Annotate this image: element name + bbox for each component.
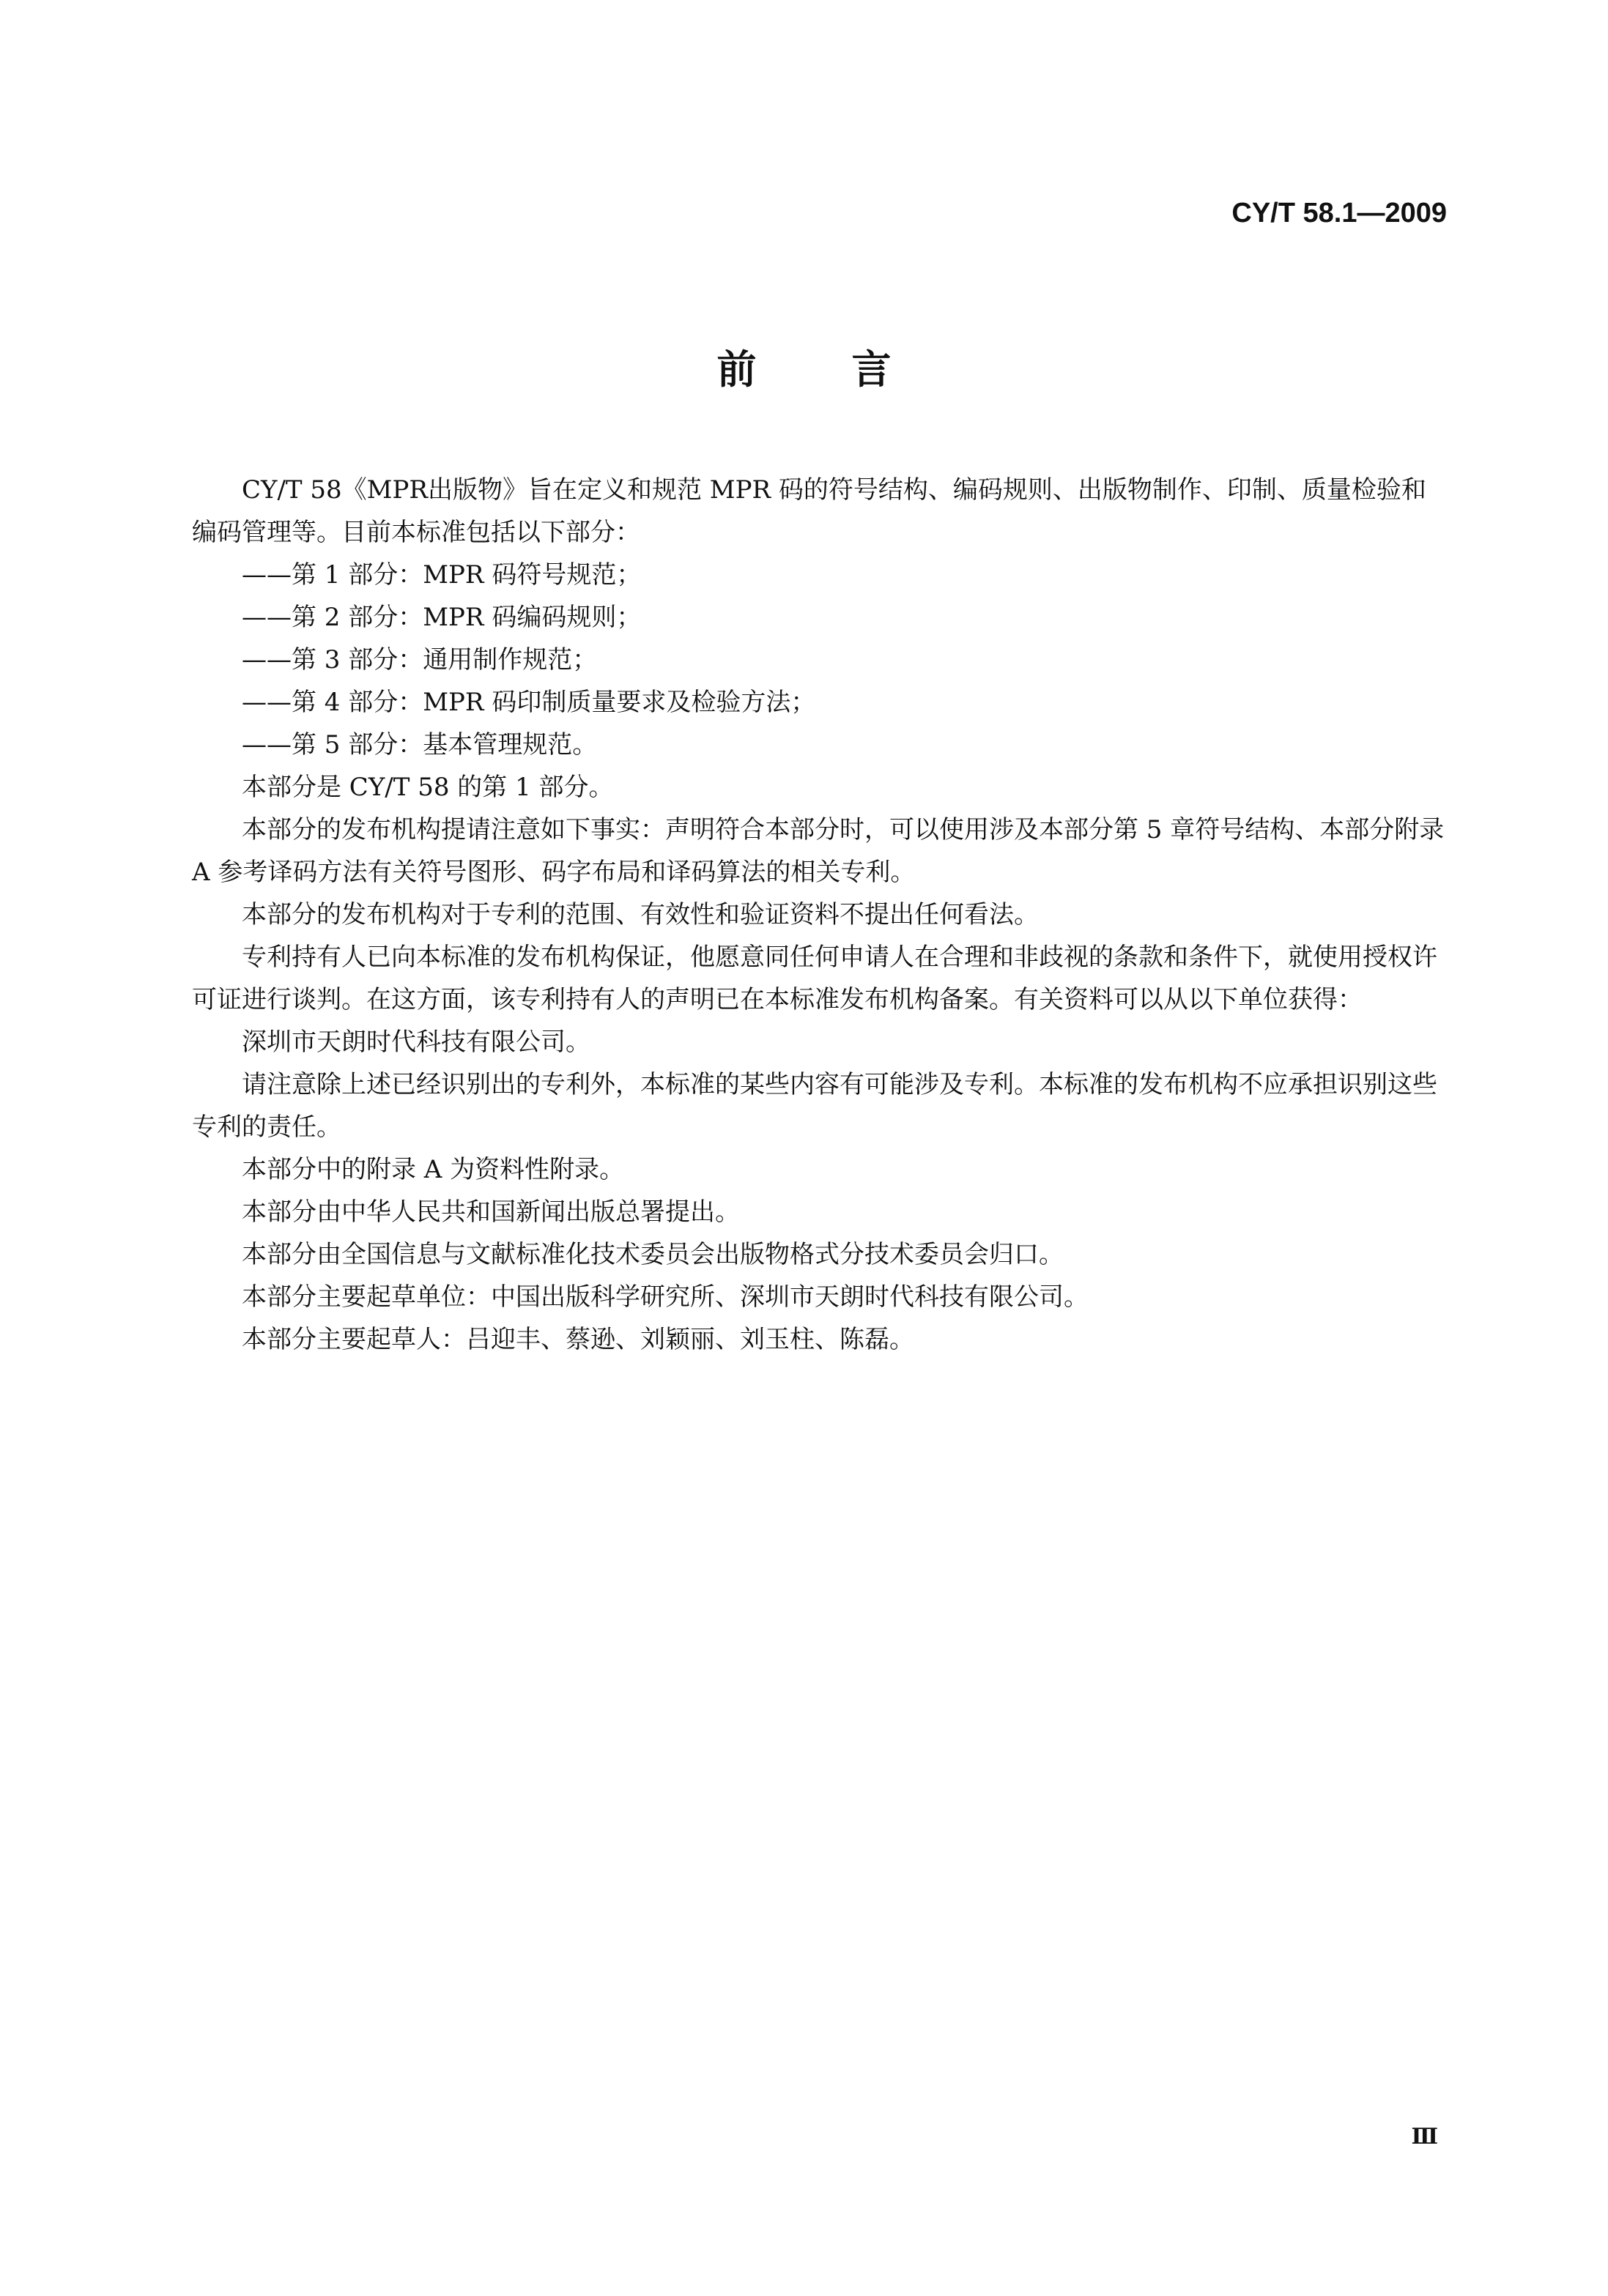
- paragraph: 专利持有人已向本标准的发布机构保证，他愿意同任何申请人在合理和非歧视的条款和条件下，就使用授权许可证进行谈判。在这方面，该专利持有人的声明已在本标准发布机构备案。有关资料可以从以下单位获得：: [192, 943, 1437, 1014]
- paragraph: 本部分是 CY/T 58 的第 1 部分。: [242, 773, 614, 802]
- title-char-2: 言: [851, 346, 892, 393]
- paragraph: 本部分的发布机构对于专利的范围、有效性和验证资料不提出任何看法。: [242, 900, 1039, 929]
- paragraph: 深圳市天朗时代科技有限公司。: [242, 1028, 590, 1057]
- page-title: [0, 338, 1608, 395]
- intro-paragraph: CY/T 58《MPR出版物》旨在定义和规范 MPR 码的符号结构、编码规则、出版物制作、印制、质量检验和编码管理等。目前本标准包括以下部分：: [192, 475, 1426, 547]
- paragraph: 本部分中的附录 A 为资料性附录。: [242, 1155, 625, 1184]
- paragraph: 本部分的发布机构提请注意如下事实：声明符合本部分时，可以使用涉及本部分第 5 章符号结构、本部分附录 A 参考译码方法有关符号图形、码字布局和译码算法的相关专利。: [192, 815, 1445, 887]
- paragraph: 本部分由全国信息与文献标准化技术委员会出版物格式分技术委员会归口。: [242, 1240, 1064, 1269]
- paragraph: 本部分由中华人民共和国新闻出版总署提出。: [242, 1197, 740, 1227]
- title-char-1: 前: [716, 346, 757, 393]
- list-item: ——第 4 部分：MPR 码印制质量要求及检验方法；: [242, 688, 816, 717]
- list-item: ——第 3 部分：通用制作规范；: [242, 645, 598, 675]
- list-item: ——第 5 部分：基本管理规范。: [242, 730, 598, 759]
- paragraph: 请注意除上述已经识别出的专利外，本标准的某些内容有可能涉及专利。本标准的发布机构不应承担识别这些专利的责任。: [192, 1070, 1437, 1142]
- foreword-body: [192, 469, 1446, 1361]
- list-item: ——第 2 部分：MPR 码编码规则；: [242, 603, 642, 632]
- page-number: Ⅲ: [1411, 2124, 1438, 2150]
- paragraph: 本部分主要起草单位：中国出版科学研究所、深圳市天朗时代科技有限公司。: [242, 1282, 1089, 1312]
- paragraph: 本部分主要起草人：吕迎丰、蔡逊、刘颖丽、刘玉柱、陈磊。: [242, 1325, 914, 1354]
- standard-code: CY/T 58.1—2009: [1231, 198, 1447, 229]
- list-item: ——第 1 部分：MPR 码符号规范；: [242, 560, 642, 590]
